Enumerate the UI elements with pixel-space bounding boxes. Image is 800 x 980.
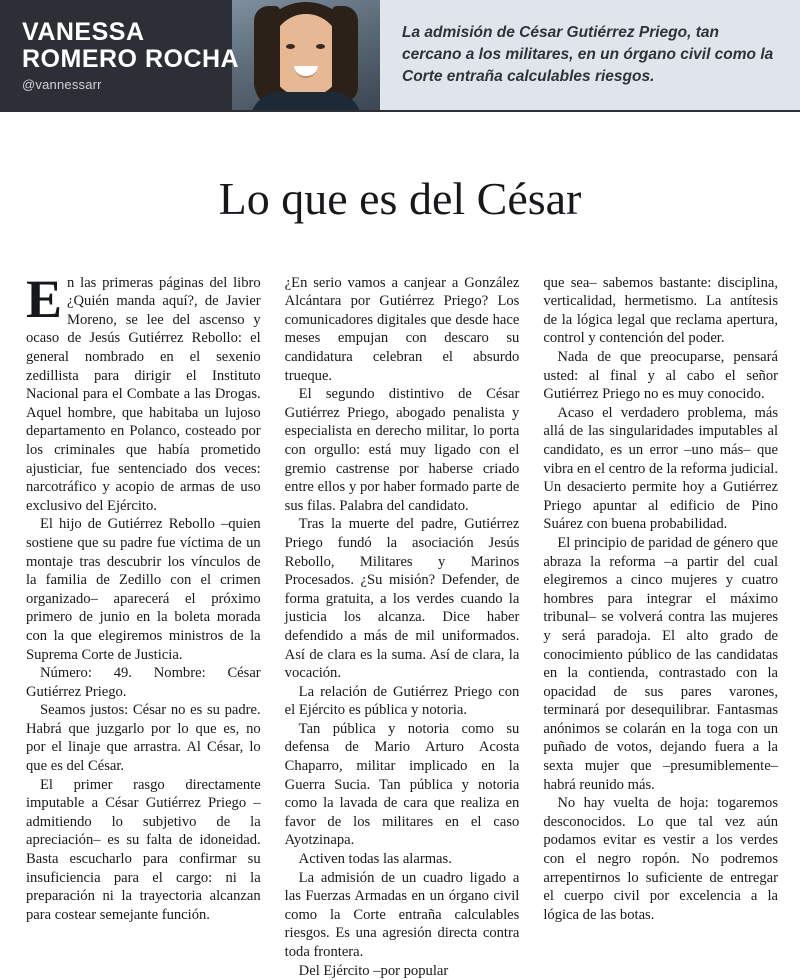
paragraph-text: Tan pública y notoria como su defensa de Mario Arturo Acosta Chaparro, militar implicado en la Guerra Sucia. Tan pública y notoria como la lavada de cara que realiza en favor de los militares en el caso Ayotzinapa. bbox=[284, 720, 520, 849]
paragraph bbox=[26, 515, 261, 664]
portrait-right-eye bbox=[316, 44, 325, 49]
portrait-face bbox=[272, 14, 340, 96]
portrait-shoulders bbox=[250, 92, 362, 110]
paragraph bbox=[285, 720, 520, 850]
paragraph-text: Nada de que preocuparse, pensará usted: al final y al cabo el señor Gutiérrez Priego no es muy conocido. bbox=[543, 349, 779, 403]
page-title: Lo que es del César bbox=[218, 172, 582, 224]
paragraph bbox=[26, 664, 261, 701]
paragraph bbox=[26, 268, 261, 516]
author-block bbox=[0, 0, 380, 110]
drop-cap: E bbox=[26, 268, 63, 329]
paragraph bbox=[285, 515, 520, 682]
paragraph bbox=[285, 274, 520, 386]
author-portrait-photo bbox=[232, 0, 380, 110]
portrait-hair-left-strand bbox=[254, 6, 280, 98]
pullquote-text: La admisión de César Gutiérrez Priego, tan cercano a los militares, en un órgano civil como la Corte entraña calculables riesgos. bbox=[402, 24, 774, 85]
paragraph-text: El principio de paridad de género que abraza la reforma –a partir del cual elegiremos a cinco mujeres y cuatro hombres para integrar el máximo tribunal– se volverá contra las mujeres y será paradoja. El alto grado de conocimiento público de las candidatas en la contienda, contrastado con la opacidad de sus pares varones, terminará por desequilibrar. Fantasmas anónimos se colarán en la toga con un puñado de votos, dejando fuera a la sexta mujer que –presumiblemente– habrá reunido más. bbox=[543, 534, 779, 793]
header-divider bbox=[0, 110, 800, 112]
paragraph-text: La relación de Gutiérrez Priego con el Ejército es pública y notoria. bbox=[284, 683, 520, 719]
paragraph bbox=[26, 701, 261, 775]
paragraph-text: El primer rasgo directamente imputable a César Gutiérrez Priego –admitiendo lo subjetivo de la apreciación– es su falta de idoneidad. Basta escucharlo para confirmar su insuficiencia para el cargo: ni la preparación ni la trayectoria alcanzan para costear semejante función. bbox=[26, 776, 261, 923]
author-first-name: VANESSA bbox=[22, 17, 145, 46]
paragraph bbox=[26, 776, 261, 925]
paragraph-text: Tras la muerte del padre, Gutiérrez Priego fundó la asociación Jesús Rebollo, Militares y Marinos Procesados. ¿Su misión? Defender, de forma gratuita, a los verdes cuando la justicia los alcanza. Dice haber defendido a más de mil uniformados. Así de clara es la suma. Así de clara, la vocación. bbox=[284, 516, 520, 682]
paragraph-text: Del Ejército –por popular bbox=[298, 962, 449, 979]
paragraph bbox=[285, 850, 520, 869]
paragraph bbox=[543, 404, 778, 534]
paragraph-text: El segundo distintivo de César Gutiérrez Priego, abogado penalista y especialista en derecho militar, lo porta con orgullo: está muy ligado con el gremio castrense por haberse criado entre ellos y por haber formado parte de sus filas. Palabra del candidato. bbox=[284, 386, 520, 514]
paragraph bbox=[543, 274, 778, 348]
paragraph bbox=[285, 683, 520, 720]
paragraph-text: No hay vuelta de hoja: togaremos desconocidos. Lo que tal vez aún podamos evitar es vestir a los verdes con el negro ropón. No podremos arrepentirnos lo suficiente de entregar el cuerpo civil por excelencia a la lógica de las botas. bbox=[543, 795, 779, 923]
paragraph-text: Número: 49. Nombre: César Gutiérrez Priego. bbox=[26, 665, 261, 700]
paragraph-text: El hijo de Gutiérrez Rebollo –quien sostiene que su padre fue víctima de un montaje tras descubrir los vínculos de la familia de Zedillo con el crimen organizado– aparecerá el próximo primero de junio en la boleta morada con la que elegiremos ministros de la Suprema Corte de Justicia. bbox=[26, 516, 261, 663]
column-2 bbox=[285, 274, 520, 980]
author-last-name: ROMERO ROCHA bbox=[22, 44, 240, 73]
article-columns bbox=[0, 268, 800, 980]
column-3 bbox=[543, 274, 778, 980]
column-1 bbox=[26, 268, 261, 980]
pullquote-panel bbox=[380, 0, 800, 110]
portrait-left-eye bbox=[286, 44, 295, 49]
author-handle: @vannessarr bbox=[22, 76, 102, 92]
paragraph-text: Activen todas las alarmas. bbox=[298, 851, 452, 868]
paragraph bbox=[285, 385, 520, 515]
paragraph-text: n las primeras páginas del libro ¿Quién manda aquí?, de Javier Moreno, se lee del ascenso y ocaso de Jesús Gutiérrez Rebollo: el general nombrado en el sexenio zedillista para dirigir el Instituto Nacional para el Combate a las Drogas. Aquel hombre, que habitaba un lujoso departamento en Polanco, costeado por los criminales que había prometido ajusticiar, fue sentenciado dos veces: narcotráfico y acopio de armas de uso exclusivo del Ejército. bbox=[26, 274, 261, 514]
paragraph bbox=[543, 348, 778, 404]
portrait-hair-right-strand bbox=[332, 6, 358, 102]
paragraph-text: ¿En serio vamos a canjear a González Alcántara por Gutiérrez Priego? Los comunicadores digitales que desde hace meses empujan con descaro su candidatura celebran el absurdo trueque. bbox=[284, 274, 520, 384]
paragraph-text: La admisión de un cuadro ligado a las Fuerzas Armadas en un órgano civil como la Corte entraña calculables riesgos. Es una agresión directa contra toda frontera. bbox=[284, 869, 520, 960]
paragraph-text: que sea– sabemos bastante: disciplina, verticalidad, hermetismo. La antítesis de la lógica legal que reclama apertura, control y contención del poder. bbox=[543, 274, 779, 347]
author-name-group bbox=[0, 19, 239, 92]
paragraph bbox=[543, 794, 778, 924]
masthead bbox=[0, 0, 800, 110]
paragraph-text: Seamos justos: César no es su padre. Habrá que juzgarlo por lo que es, no por el linaje que arrastra. Al César, lo que es del César. bbox=[26, 702, 261, 775]
paragraph bbox=[543, 534, 778, 794]
paragraph bbox=[285, 869, 520, 962]
paragraph-text: Acaso el verdadero problema, más allá de las singularidades imputables al candidato, es un error –uno más– que vibra en el centro de la reforma judicial. Un desacierto permite hoy a Gutiérrez Priego apuntar al edificio de Pino Suárez con buena probabilidad. bbox=[543, 404, 779, 533]
